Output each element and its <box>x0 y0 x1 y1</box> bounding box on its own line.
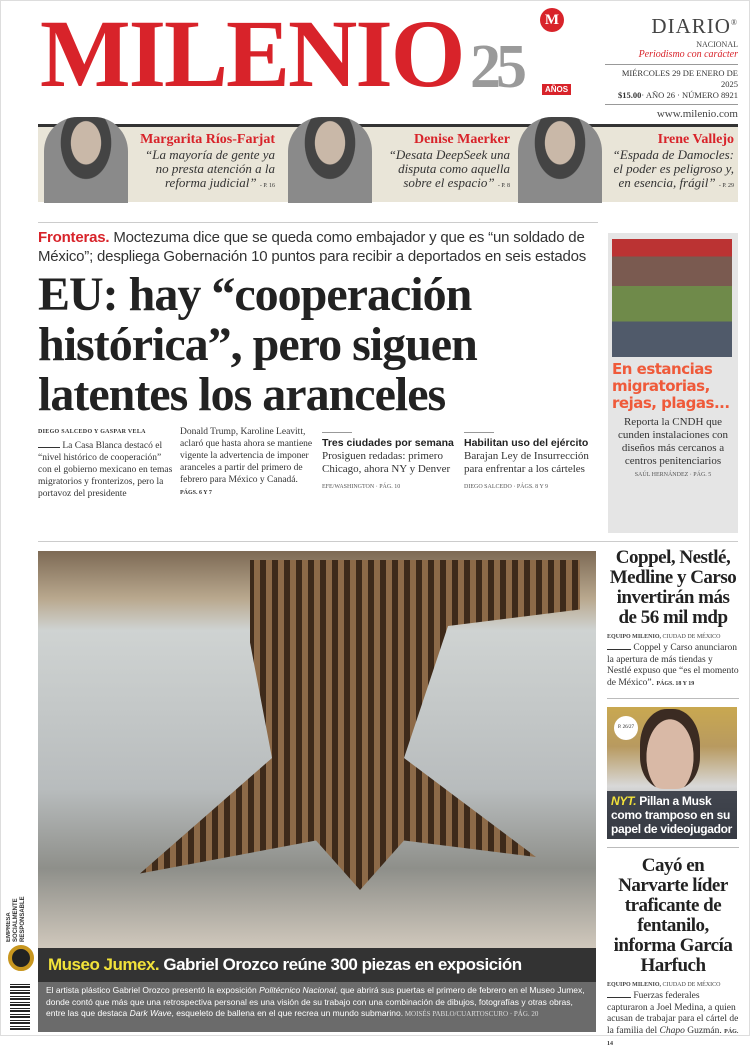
lead-columns <box>38 426 604 500</box>
caption-text: , que abrirá sus puertas el primero de febrero en el Museo Jumex, donde contó que más que una retrospectiva personal es una visión de su trabajo con una combinación de dibujos, fotografías y otras obras, entre las que destaca <box>46 985 585 1018</box>
musk-face-image <box>640 709 700 789</box>
price: $15.00 <box>618 90 642 100</box>
esr-label: EMPRESA SOCIALMENTE RESPONSABLE <box>6 896 26 942</box>
page-ref: - P. 16 <box>259 183 275 189</box>
sidebar-credit: SAÚL HERNÁNDEZ · PÁG. 5 <box>634 472 712 478</box>
logo: MILENIO <box>40 0 464 107</box>
related-story-2[interactable] <box>464 426 600 500</box>
related-story-1[interactable] <box>322 426 458 500</box>
page-ref: PÁG. 14 <box>607 1028 739 1047</box>
related-credit: EFE/WASHINGTON · PÁG. 10 <box>322 484 401 490</box>
caption-italic: Dark Wave <box>129 1008 172 1018</box>
musk-photo[interactable] <box>607 707 737 839</box>
barcode-icon <box>10 982 30 1030</box>
right-column <box>607 547 739 1047</box>
columnist-2[interactable] <box>286 127 516 203</box>
divider <box>38 222 598 223</box>
sidebar-story[interactable] <box>608 233 738 533</box>
byline-author: EQUIPO MILENIO, <box>607 982 662 988</box>
byline <box>607 633 739 641</box>
masthead-info <box>605 14 738 120</box>
byline <box>607 981 739 989</box>
columnist-photo <box>288 117 372 203</box>
right-story-3-text <box>607 991 739 1051</box>
esr-logo-icon <box>8 945 34 971</box>
right-story-1-headline[interactable]: Coppel, Nestlé, Medline y Carso invertirán más de 56 mil mdp <box>609 547 737 628</box>
slogan: Periodismo con carácter <box>605 49 738 65</box>
byline-location: CIUDAD DE MÉXICO <box>661 982 721 988</box>
photo-kicker: Museo Jumex. <box>48 955 160 974</box>
right-story-3-headline[interactable]: Cayó en Narvarte líder traficante de fentanilo, informa García Harfuch <box>613 855 733 976</box>
columnist-photo <box>518 117 602 203</box>
right-story-1-text <box>607 643 739 690</box>
caption-kicker: NYT. <box>611 794 637 808</box>
lead-headline[interactable]: EU: hay “cooperación histórica”, pero siguen latentes los aranceles <box>38 268 477 421</box>
divider <box>38 541 738 542</box>
body-text: Donald Trump, Karoline Leavitt, aclaró que hasta ahora se mantiene vigente la advertencia de imponer aranceles a partir del primero de febrero para México y Canadá. <box>180 427 313 485</box>
page-badge: P. 26/27 <box>614 716 638 740</box>
kicker-text: Moctezuma dice que se queda como embajador y que es “un soldado de México”; despliega Gobernación 10 puntos para recibir a deportados en seis estados <box>38 229 587 265</box>
page-ref: - P. 29 <box>718 183 734 189</box>
sidebar-headline: En estancias migratorias, rejas, plagas... <box>612 360 730 412</box>
columnist-quote: “Desata DeepSeek una disputa como aquella sobre el espacio” <box>388 147 510 190</box>
related-title: Tres ciudades por semana <box>322 432 458 449</box>
sidebar-text: Reporta la CNDH que cunden instalaciones con diseños más cercanos a centros penitenciarios <box>618 416 728 467</box>
byline-location: CIUDAD DE MÉXICO <box>661 634 721 640</box>
columnists-strip <box>38 124 738 202</box>
byline: DIEGO SALCEDO Y GASPAR VELA <box>38 429 146 435</box>
right-story-1[interactable] <box>607 548 739 690</box>
body-text: La Casa Blanca destacó el “nivel histórico de cooperación” con el gobierno mexicano en temas migratorios y fronterizos, pero la portavoz del presidente <box>38 441 173 499</box>
columnist-1[interactable] <box>38 127 278 203</box>
columnist-name: Irene Vallejo <box>657 132 734 147</box>
caption-text: El artista plástico Gabriel Orozco presentó la exposición <box>46 985 260 995</box>
columnist-name: Margarita Ríos-Farjat <box>140 132 275 147</box>
related-text: Barajan Ley de Insurrección para enfrentar a los cárteles <box>464 450 589 475</box>
page-ref: PÁGS. 18 Y 19 <box>656 680 695 687</box>
divider <box>607 698 739 699</box>
related-title: Habilitan uso del ejército <box>464 432 600 449</box>
related-credit: DIEGO SALCEDO · PÁGS. 8 Y 9 <box>464 484 549 490</box>
photo-headline-text: Gabriel Orozco reúne 300 piezas en exposición <box>159 955 522 974</box>
edition-name: DIARIO <box>651 14 731 38</box>
lead-story <box>38 228 604 538</box>
page-ref: - P. 8 <box>497 183 510 189</box>
lead-body-1 <box>38 426 174 500</box>
lead-body-2 <box>180 426 316 500</box>
caption-text: , esqueleto de ballena en el que recrea un mundo submarino. <box>171 1008 404 1018</box>
issue-info <box>605 68 738 105</box>
right-story-3[interactable] <box>607 856 739 1051</box>
byline-author: EQUIPO MILENIO, <box>607 634 662 640</box>
columnist-3[interactable] <box>516 127 738 203</box>
columnist-quote: “Espada de Damocles: el poder es peligroso y, en esencia, frágil” <box>612 147 734 190</box>
logo-badge-icon: M <box>540 8 564 32</box>
divider <box>607 847 739 848</box>
related-text: Prosiguen redadas: primero Chicago, ahora NY y Denver <box>322 450 451 475</box>
edition-mark: ® <box>730 18 738 27</box>
anniversary-number: 25 <box>470 33 522 101</box>
columnist-name: Denise Maerker <box>413 132 510 147</box>
story-text: Guzmán. <box>684 1025 722 1036</box>
lead-kicker <box>38 228 604 266</box>
date: MIÉRCOLES 29 DE ENERO DE 2025 <box>621 68 738 89</box>
region: NACIONAL <box>696 40 738 49</box>
story-text: Coppel y Carso anunciaron la apertura de más tiendas y Nestlé expuso que “es el momento de México”. <box>607 643 739 688</box>
photo-credit: MOISÉS PABLO/CUARTOSCURO · PÁG. 20 <box>403 1010 539 1018</box>
edition <box>605 14 738 39</box>
photo-headline[interactable] <box>38 948 596 982</box>
anniversary-label: AÑOS <box>542 84 571 95</box>
kicker-label: Fronteras. <box>38 229 110 246</box>
columnist-quote: “La mayoría de gente ya no presta atención a la reforma judicial” <box>145 147 275 190</box>
sidebar-photo <box>612 239 732 357</box>
caption-italic: Politécnico Nacional <box>259 985 336 995</box>
issue-number: · AÑO 26 · NÚMERO 8921 <box>641 90 738 100</box>
columnist-photo <box>44 117 128 203</box>
caption-headline: Pillan a Musk como tramposo en su papel de videojugador <box>611 794 733 836</box>
story-text: Fuerzas federales capturaron a Joel Medina, a quien acusan de trabajar para el cártel de la familia del <box>607 991 739 1036</box>
page-ref: PÁGS. 6 Y 7 <box>180 490 212 496</box>
photo-caption <box>38 982 596 1032</box>
musk-caption <box>607 791 737 839</box>
story-italic: Chapo <box>659 1025 685 1036</box>
website-link[interactable]: www.milenio.com <box>656 108 738 120</box>
